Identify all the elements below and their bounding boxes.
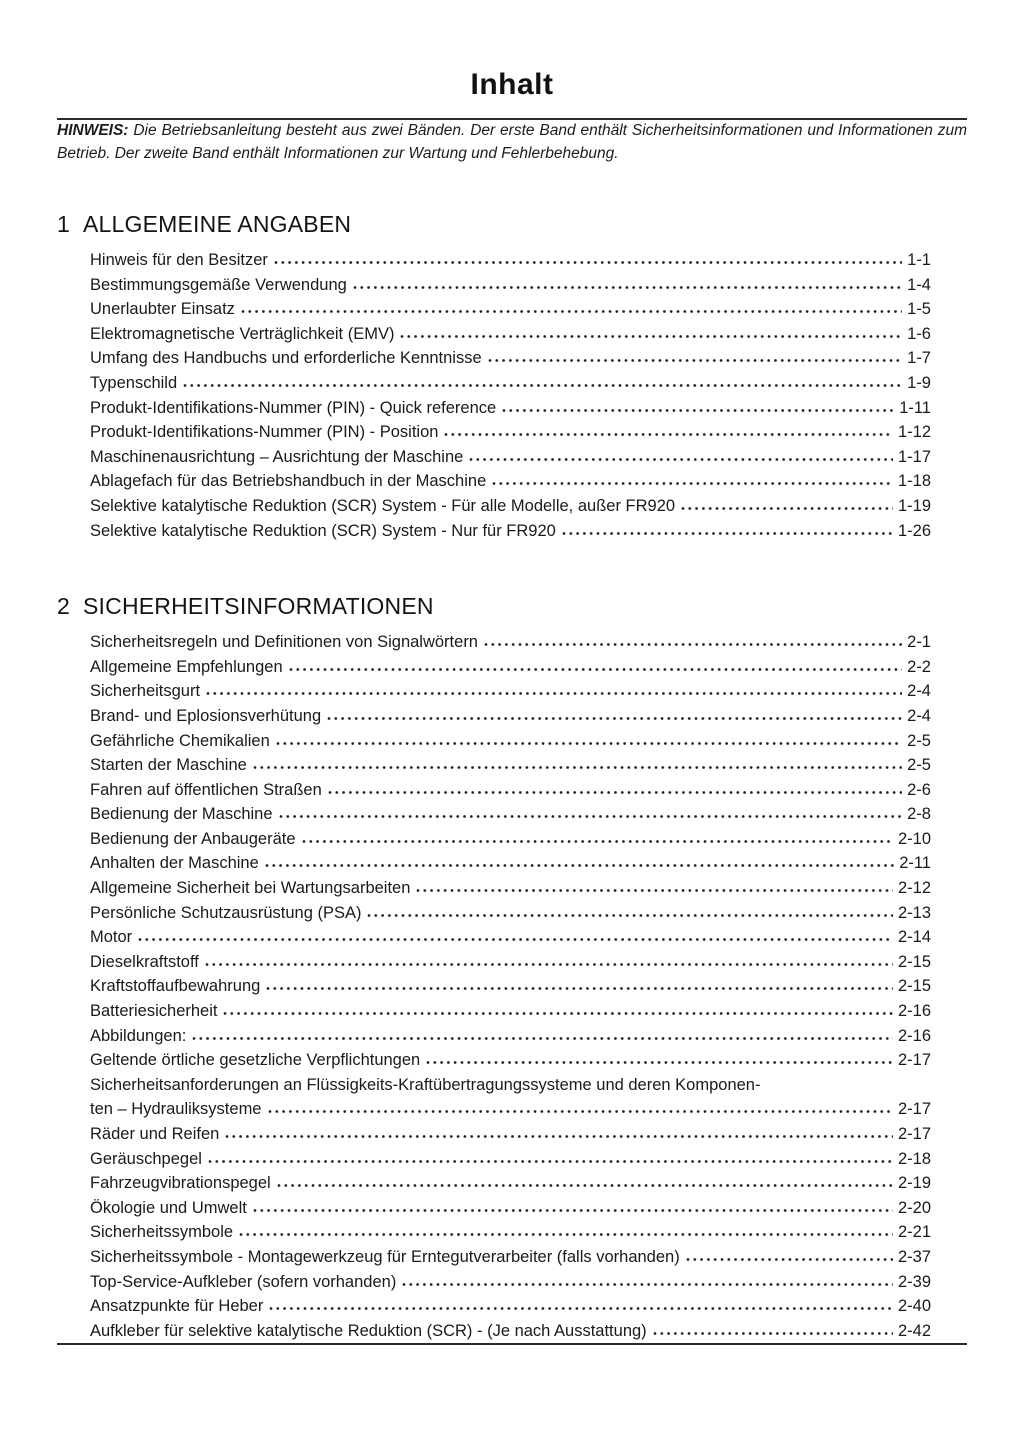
- toc-page-number: 2-5: [907, 756, 931, 775]
- toc-entry: [90, 704, 931, 729]
- toc-entry: [90, 494, 931, 519]
- toc-page-number: 1-12: [897, 423, 931, 442]
- toc-entry: [90, 630, 931, 655]
- toc-item-label: Produkt-Identifikations-Nummer (PIN) - Position: [90, 423, 439, 442]
- toc-entry: [90, 1294, 931, 1319]
- toc-page-number: 2-16: [897, 1026, 931, 1045]
- toc-entry: [90, 778, 931, 803]
- toc-dot-leader: [327, 716, 902, 721]
- toc-page-number: 2-2: [907, 657, 931, 676]
- toc-page-number: 1-19: [897, 496, 931, 515]
- toc-entry: [90, 1196, 931, 1221]
- toc-entry: [90, 999, 931, 1024]
- toc-page-number: 2-1: [907, 633, 931, 652]
- toc-entry: [90, 729, 931, 754]
- toc-item-label: Selektive katalytische Reduktion (SCR) System - Nur für FR920: [90, 521, 556, 540]
- toc-dot-leader: [484, 642, 902, 647]
- toc-entry: [90, 1319, 931, 1344]
- toc-dot-leader: [492, 481, 893, 486]
- section-heading: [57, 593, 967, 620]
- toc-entry: [90, 445, 931, 470]
- toc-dot-leader: [328, 790, 902, 795]
- toc-entry: [90, 753, 931, 778]
- toc-dot-leader: [402, 1282, 893, 1287]
- toc-item-label: Batteriesicherheit: [90, 1002, 218, 1021]
- toc-page-number: 1-7: [907, 349, 931, 368]
- toc-dot-leader: [253, 765, 902, 770]
- toc-entry: [90, 1097, 931, 1122]
- toc-dot-leader: [444, 432, 893, 437]
- note-text: Die Betriebsanleitung besteht aus zwei Bänden. Der erste Band enthält Sicherheitsinformationen und Informationen zum Betrieb. Der zweite Band enthält Informationen zur Wartung und Fehlerbehebung.: [57, 122, 967, 162]
- footer-divider: [57, 1343, 967, 1345]
- toc-page-number: 2-37: [897, 1247, 931, 1266]
- toc-dot-leader: [239, 1232, 893, 1237]
- note-label: HINWEIS:: [57, 122, 129, 139]
- toc-page-number: 1-4: [907, 275, 931, 294]
- toc-item-label: Sicherheitsgurt: [90, 682, 201, 701]
- toc-page-number: 1-9: [907, 373, 931, 392]
- toc-entry: [90, 655, 931, 680]
- toc-entry: [90, 901, 931, 926]
- toc-dot-leader: [268, 1109, 893, 1114]
- toc-dot-leader: [183, 383, 902, 388]
- toc-dot-leader: [266, 986, 893, 991]
- toc-list: [57, 248, 967, 543]
- toc-dot-leader: [253, 1208, 893, 1213]
- toc-page-number: 2-12: [897, 879, 931, 898]
- toc-entry: [90, 346, 931, 371]
- table-of-contents: [57, 211, 967, 1343]
- toc-page-number: 2-15: [897, 977, 931, 996]
- toc-dot-leader: [653, 1331, 893, 1336]
- toc-dot-leader: [274, 260, 902, 265]
- toc-item-label: Unerlaubter Einsatz: [90, 300, 235, 319]
- toc-item-label: Allgemeine Sicherheit bei Wartungsarbeiten: [90, 879, 411, 898]
- toc-dot-leader: [205, 962, 893, 967]
- toc-page-number: 2-20: [897, 1198, 931, 1217]
- toc-page-number: 2-18: [897, 1149, 931, 1168]
- toc-dot-leader: [192, 1036, 893, 1041]
- toc-entry: [90, 297, 931, 322]
- toc-dot-leader: [400, 334, 902, 339]
- toc-entry: [90, 1073, 931, 1098]
- toc-item-label: Elektromagnetische Verträglichkeit (EMV): [90, 324, 395, 343]
- toc-entry: [90, 950, 931, 975]
- toc-dot-leader: [223, 1011, 892, 1016]
- toc-item-label: Bedienung der Maschine: [90, 805, 273, 824]
- toc-item-label: Fahren auf öffentlichen Straßen: [90, 780, 322, 799]
- toc-item-label: Ökologie und Umwelt: [90, 1198, 247, 1217]
- toc-page-number: 2-17: [897, 1051, 931, 1070]
- note-paragraph: [57, 120, 967, 165]
- toc-section: [57, 211, 967, 543]
- toc-entry: [90, 827, 931, 852]
- toc-item-label: Sicherheitsregeln und Definitionen von Signalwörtern: [90, 633, 478, 652]
- toc-page-number: 1-6: [907, 324, 931, 343]
- toc-item-label: Typenschild: [90, 373, 178, 392]
- toc-dot-leader: [208, 1159, 893, 1164]
- toc-item-label: Bedienung der Anbaugeräte: [90, 829, 296, 848]
- toc-page-number: 2-17: [897, 1125, 931, 1143]
- toc-entry: [90, 322, 931, 347]
- section-title: SICHERHEITSINFORMATIONEN: [83, 593, 434, 620]
- section-number: 1: [57, 211, 70, 237]
- toc-item-label: Bestimmungsgemäße Verwendung: [90, 275, 347, 294]
- toc-dot-leader: [367, 913, 893, 918]
- toc-dot-leader: [289, 667, 903, 672]
- toc-item-label: Brand- und Eplosionsverhütung: [90, 706, 322, 725]
- toc-entry: [90, 420, 931, 445]
- toc-item-label: Maschinenausrichtung – Ausrichtung der Maschine: [90, 447, 464, 466]
- toc-dot-leader: [279, 814, 903, 819]
- toc-page-number: 1-18: [897, 472, 931, 491]
- toc-dot-leader: [138, 937, 893, 942]
- toc-dot-leader: [562, 531, 893, 536]
- toc-page-number: 2-42: [897, 1321, 931, 1340]
- toc-page-number: 2-10: [897, 829, 931, 848]
- toc-entry: [90, 851, 931, 876]
- toc-entry: [90, 1147, 931, 1172]
- toc-dot-leader: [488, 358, 902, 363]
- toc-entry: [90, 876, 931, 901]
- toc-page-number: 2-19: [897, 1174, 931, 1193]
- section-heading: [57, 211, 967, 238]
- toc-entry: [90, 679, 931, 704]
- toc-page-number: 1-11: [899, 398, 931, 417]
- toc-dot-leader: [276, 741, 902, 746]
- toc-page-number: 2-13: [897, 903, 931, 922]
- toc-page-number: 2-6: [907, 780, 931, 799]
- toc-entry: [90, 273, 931, 298]
- toc-item-label: Starten der Maschine: [90, 756, 247, 775]
- toc-item-label: Geltende örtliche gesetzliche Verpflichtungen: [90, 1051, 421, 1070]
- toc-entry: [90, 1048, 931, 1073]
- toc-page-number: 2-15: [897, 952, 931, 971]
- toc-page-number: 2-11: [899, 854, 931, 873]
- toc-entry: [90, 1270, 931, 1295]
- toc-entry: [90, 248, 931, 273]
- toc-page-number: 2-16: [897, 1002, 931, 1021]
- toc-entry: [90, 974, 931, 999]
- toc-page-number: 2-8: [907, 805, 931, 824]
- toc-item-label: Ansatzpunkte für Heber: [90, 1297, 264, 1316]
- toc-dot-leader: [277, 1183, 893, 1188]
- toc-item-label: Selektive katalytische Reduktion (SCR) System - Für alle Modelle, außer FR920: [90, 496, 676, 515]
- toc-page-number: 1-5: [907, 300, 931, 319]
- toc-item-label: Geräuschpegel: [90, 1149, 202, 1168]
- page-title: Inhalt: [470, 68, 554, 101]
- toc-dot-leader: [502, 408, 894, 413]
- toc-item-label: Top-Service-Aufkleber (sofern vorhanden): [90, 1272, 397, 1291]
- toc-item-label: Persönliche Schutzausrüstung (PSA): [90, 903, 362, 922]
- toc-entry: [90, 396, 931, 421]
- toc-entry: [90, 1220, 931, 1245]
- toc-dot-leader: [241, 309, 902, 314]
- toc-item-label: Produkt-Identifikations-Nummer (PIN) - Quick reference: [90, 398, 497, 417]
- toc-list: [57, 630, 967, 1343]
- toc-item-label: Hinweis für den Besitzer: [90, 251, 268, 269]
- toc-item-label: Sicherheitsanforderungen an Flüssigkeits-Kraftübertragungssysteme und deren Komponen-: [90, 1075, 761, 1094]
- toc-dot-leader: [681, 506, 893, 511]
- toc-item-label: ten – Hydrauliksysteme: [90, 1100, 262, 1119]
- toc-dot-leader: [353, 285, 902, 290]
- toc-page-number: 2-5: [907, 731, 931, 750]
- toc-entry: [90, 1122, 931, 1147]
- section-number: 2: [57, 593, 70, 620]
- toc-page-number: 1-1: [907, 251, 931, 269]
- toc-item-label: Kraftstoffaufbewahrung: [90, 977, 261, 996]
- toc-item-label: Fahrzeugvibrationspegel: [90, 1174, 271, 1193]
- toc-entry: [90, 925, 931, 950]
- toc-page-number: 2-21: [897, 1223, 931, 1242]
- toc-item-label: Gefährliche Chemikalien: [90, 731, 270, 750]
- toc-dot-leader: [469, 457, 893, 462]
- toc-item-label: Sicherheitssymbole: [90, 1223, 234, 1242]
- toc-item-label: Räder und Reifen: [90, 1125, 220, 1143]
- toc-entry: [90, 469, 931, 494]
- toc-dot-leader: [302, 839, 893, 844]
- section-title: ALLGEMEINE ANGABEN: [83, 211, 352, 237]
- toc-dot-leader: [265, 863, 894, 868]
- toc-item-label: Anhalten der Maschine: [90, 854, 259, 873]
- toc-page-number: 2-4: [907, 706, 931, 725]
- toc-page-number: 1-17: [897, 447, 931, 466]
- toc-dot-leader: [416, 888, 893, 893]
- toc-page-number: 2-4: [907, 682, 931, 701]
- toc-page-number: 2-17: [897, 1100, 931, 1119]
- toc-dot-leader: [225, 1134, 893, 1139]
- toc-entry: [90, 1024, 931, 1049]
- toc-item-label: Aufkleber für selektive katalytische Reduktion (SCR) - (Je nach Ausstattung): [90, 1321, 647, 1340]
- toc-section: [57, 593, 967, 1343]
- toc-entry: [90, 1245, 931, 1270]
- toc-entry: [90, 371, 931, 396]
- toc-page-number: 2-40: [897, 1297, 931, 1316]
- toc-dot-leader: [269, 1306, 893, 1311]
- toc-item-label: Ablagefach für das Betriebshandbuch in der Maschine: [90, 472, 487, 491]
- toc-item-label: Abbildungen:: [90, 1026, 187, 1045]
- toc-page-number: 2-14: [897, 928, 931, 947]
- toc-item-label: Sicherheitssymbole - Montagewerkzeug für Erntegutverarbeiter (falls vorhanden): [90, 1247, 680, 1266]
- toc-entry: [90, 519, 931, 544]
- toc-dot-leader: [686, 1257, 893, 1262]
- toc-item-label: Motor: [90, 928, 133, 947]
- toc-item-label: Allgemeine Empfehlungen: [90, 657, 283, 676]
- toc-item-label: Dieselkraftstoff: [90, 952, 199, 971]
- toc-item-label: Umfang des Handbuchs und erforderliche Kenntnisse: [90, 349, 482, 368]
- toc-entry: [90, 802, 931, 827]
- toc-dot-leader: [426, 1060, 893, 1065]
- toc-page-number: 1-26: [897, 521, 931, 540]
- toc-dot-leader: [206, 691, 902, 696]
- toc-page-number: 2-39: [897, 1272, 931, 1291]
- toc-entry: [90, 1171, 931, 1196]
